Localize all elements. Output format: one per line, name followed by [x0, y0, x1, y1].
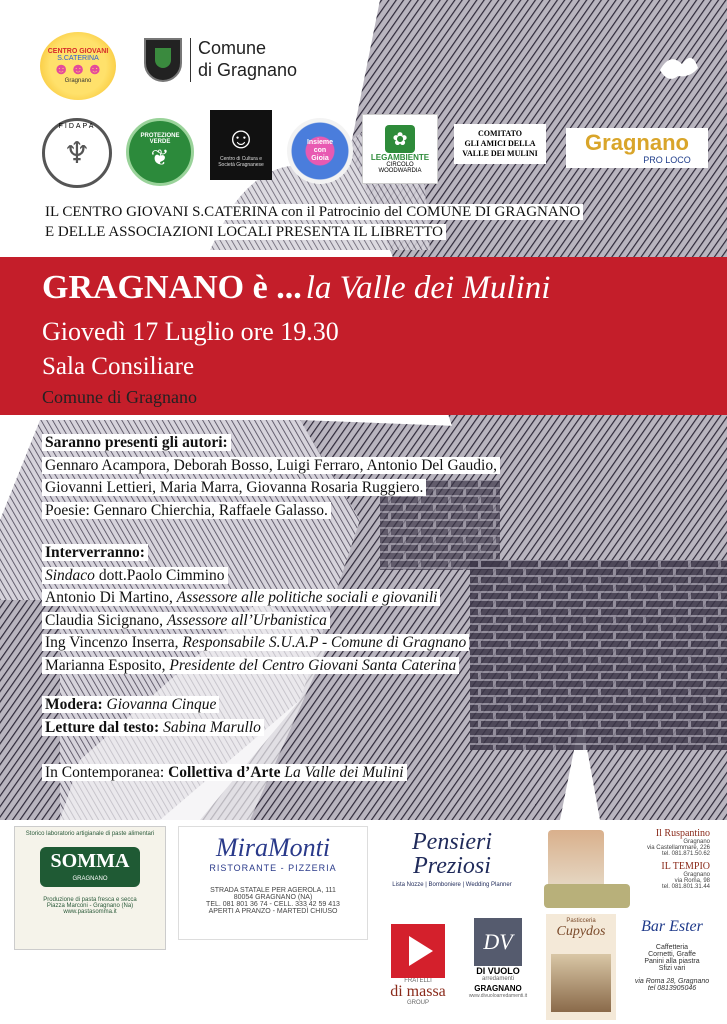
comitato-line3: VALLE DEI MULINI — [462, 149, 538, 158]
pizza-photo — [544, 884, 630, 908]
authors-line-1: Gennaro Acampora, Deborah Bosso, Luigi Ferraro, Antonio Del Gaudio, — [42, 457, 500, 474]
comitato-line2: GLI AMICI DELLA — [464, 139, 536, 148]
speaker-row: Sindaco dott.Paolo Cimmino — [42, 565, 469, 588]
event-title — [42, 269, 550, 307]
moderator-name: Giovanna Cinque — [102, 696, 217, 713]
event-date: Giovedì 17 Luglio ore 19.30 — [42, 317, 339, 346]
moderator-section — [42, 694, 264, 739]
ruspantino-sponsor: Il Ruspantino Gragnano via Castellammare, 226 tel. 081.871.50.62 IL TEMPIO Gragnano via Roma, 98 tel. 081.801.31.44 — [544, 826, 714, 912]
speakers-heading: Interverranno: — [42, 544, 148, 561]
somma-badge: SOMMA GRAGNANO — [40, 847, 140, 887]
speaker-row: Ing Vincenzo Inserra, Responsabile S.U.A.P - Comune di Gragnano — [42, 632, 469, 655]
intro-line-1: IL CENTRO GIOVANI S.CATERINA con il Patrocinio del COMUNE DI GRAGNANO — [42, 202, 583, 222]
moderator-label: Modera: — [45, 696, 103, 713]
cupydos-sponsor: Pasticceria Cupydos — [546, 914, 616, 1020]
event-place: Comune di Gragnano — [42, 387, 197, 407]
fidapa-logo — [42, 118, 112, 188]
miramonti-sponsor: MiraMonti RISTORANTE - PIZZERIA STRADA STATALE PER AGEROLA, 111 80054 GRAGNANO (NA) TEL. 081 801 36 74 - CELL. 333 42 59 413 APERTI A PRANZO - MARTEDÌ CHIUSO — [178, 826, 368, 940]
shop-front-photo — [551, 954, 611, 1012]
coat-of-arms-icon — [144, 38, 182, 82]
exhibition-line: In Contemporanea: Collettiva d’Arte La Valle dei Mulini — [42, 762, 407, 785]
legambiente-leaf-icon: ✿ — [385, 125, 415, 153]
legambiente-sub2: WOODWARDIA — [378, 167, 422, 174]
centro-giovani-line3: Gragnano — [64, 78, 92, 84]
comune-logo — [140, 36, 330, 86]
intro-line-2: E DELLE ASSOCIAZIONI LOCALI PRESENTA IL LIBRETTO — [42, 222, 446, 242]
authors-line-3: Poesie: Gennaro Chierchia, Raffaele Galasso. — [42, 502, 331, 519]
comune-line1: Comune — [198, 38, 267, 58]
statue-head-icon: ☺ — [225, 122, 257, 155]
divuolo-sponsor: DV DI VUOLO arredamenti GRAGNANO www.divuoloarredamenti.it — [466, 914, 530, 1014]
reading-name: Sabina Marullo — [159, 718, 261, 736]
speaker-row: Claudia Sicignano, Assessore all’Urbanistica — [42, 610, 469, 633]
event-banner — [0, 257, 727, 415]
speakers-section — [42, 542, 469, 677]
comitato-logo — [454, 124, 546, 164]
proloco-logo — [566, 128, 708, 168]
leaf-icon: ❦ — [150, 145, 170, 170]
dimassa-sponsor: FRATELLI di massa GROUP — [380, 920, 456, 1016]
people-icon: ☻☻☻ — [52, 61, 104, 78]
bar-ester-sponsor: Bar Ester Caffetteria Cornetti, Graffe Panini alla piastra Sfizi vari via Roma 28, Gragnano tel 0813905046 — [626, 914, 718, 1020]
authors-line-2: Giovanni Lettieri, Maria Marra, Giovanna Rosaria Ruggiero. — [42, 479, 426, 496]
centro-cultura-label: Centro di Cultura e Società Gragnanese — [218, 156, 264, 168]
winged-figure-icon: ♆ — [63, 136, 91, 170]
proloco-sub: PRO LOCO — [643, 155, 691, 165]
authors-heading: Saranno presenti gli autori: — [42, 434, 231, 451]
speaker-row: Marianna Esposito, Presidente del Centro Giovani Santa Caterina — [42, 655, 469, 678]
fidapa-label: FIDAPA — [58, 123, 96, 130]
centro-giovani-logo — [40, 32, 116, 100]
play-arrow-icon — [391, 924, 445, 978]
dv-monogram: DV — [474, 918, 522, 966]
centro-giovani-line1: CENTRO GIOVANI — [47, 48, 109, 55]
event-title-sub: la Valle dei Mulini — [305, 270, 551, 306]
proloco-name: Gragnano — [585, 130, 689, 155]
reading-label: Letture dal testo: — [45, 718, 160, 736]
authors-section — [42, 432, 500, 522]
insieme-con-gioia-logo — [287, 118, 353, 184]
pensieri-preziosi-sponsor: Pensieri Preziosi Lista Nozze | Bomboniere | Wedding Planner — [384, 830, 520, 900]
protezione-verde-logo — [126, 118, 194, 186]
legambiente-sub1: CIRCOLO — [386, 161, 414, 168]
comune-line2: di Gragnano — [198, 60, 298, 80]
legambiente-name: LEGAMBIENTE — [370, 152, 430, 162]
comitato-line1: COMITATO — [477, 129, 522, 138]
speaker-row: Antonio Di Martino, Assessore alle politiche sociali e giovanili — [42, 587, 469, 610]
centro-cultura-logo — [210, 110, 272, 180]
legambiente-logo — [362, 114, 438, 184]
protezione-verde-label: PROTEZIONE VERDE — [140, 133, 180, 145]
centro-giovani-line2: S.CATERINA — [57, 55, 99, 62]
event-title-main: GRAGNANO è ... — [42, 269, 302, 306]
somma-sponsor: Storico laboratorio artigianale di paste alimentari SOMMA GRAGNANO Produzione di pasta fresca e secca Piazza Marconi - Gragnano (Na) www.pastasomma.it — [14, 826, 166, 950]
insieme-label: Insieme con Gioia — [306, 139, 334, 162]
event-venue: Sala Consiliare — [42, 353, 195, 380]
